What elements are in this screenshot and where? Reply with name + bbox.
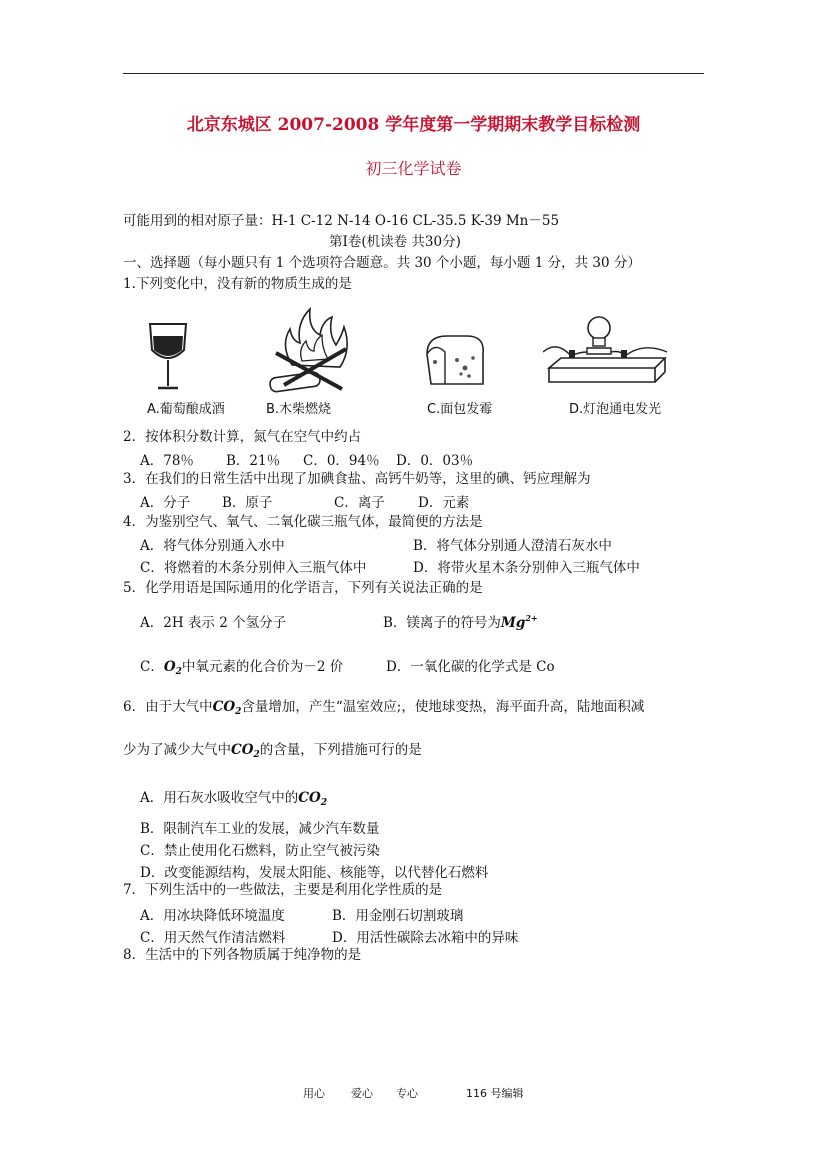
volume-title: 第Ⅰ卷(机读卷 共30分) — [329, 234, 461, 250]
q8-stem: 8．生活中的下列各物质属于纯净物的是 — [123, 947, 362, 963]
q6-stem-line2-part2: 的含量，下列措施可行的是 — [259, 742, 422, 758]
light-bulb-circuit-icon — [543, 312, 671, 392]
atomic-masses: 可能用到的相对原子量：H-1 C-12 N-14 O-16 CL-35.5 K-39 Mn－55 — [123, 213, 560, 229]
q2-option-d: D．0．03％ — [396, 453, 474, 469]
moldy-bread-icon — [421, 330, 487, 392]
q3-option-d: D．元素 — [418, 495, 470, 511]
q6-stem-part1: 6．由于大气中 — [123, 699, 213, 715]
q5-option-c — [140, 655, 343, 677]
q3-option-b: B．原子 — [222, 495, 273, 511]
co2-formula — [298, 790, 327, 806]
q5-option-b-text: B．镁离子的符号为 — [383, 615, 501, 631]
footer-item-4: 116 号编辑 — [466, 1087, 524, 1100]
o2-sub: 2 — [175, 667, 182, 677]
q6-option-a — [140, 786, 327, 808]
q3-option-a: A．分子 — [140, 495, 191, 511]
q5-option-a: A．2H 表示 2 个氢分子 — [140, 615, 287, 631]
q5-option-b — [383, 611, 538, 631]
q1-caption-d: D.灯泡通电发光 — [569, 402, 662, 417]
q5-stem: 5．化学用语是国际通用的化学语言，下列有关说法正确的是 — [123, 580, 483, 596]
q1-caption-a: A.葡萄酿成酒 — [147, 402, 225, 417]
q6-stem-line2 — [123, 741, 422, 764]
q5-option-c-text: 中氧元素的化合价为－2 价 — [181, 659, 344, 675]
q5-option-c-prefix: C． — [140, 659, 164, 675]
co2-formula — [231, 742, 260, 758]
q4-option-b: B．将气体分别通人澄清石灰水中 — [413, 538, 612, 554]
footer-item-3: 专心 — [396, 1087, 418, 1100]
q2-option-a: A．78％ — [140, 453, 194, 469]
q7-option-c: C．用天然气作清洁燃料 — [140, 930, 286, 946]
co2-sub: 2 — [235, 707, 242, 717]
q6-option-d: D．改变能源结构，发展太阳能、核能等，以代替化石燃料 — [140, 865, 489, 881]
q4-stem: 4．为鉴别空气、氧气、二氧化碳三瓶气体，最简便的方法是 — [123, 514, 483, 530]
o2-symbol: O — [163, 659, 176, 675]
q1-stem: 1.下列变化中，没有新的物质生成的是 — [123, 276, 352, 292]
co2-sub: 2 — [320, 798, 328, 808]
q7-stem: 7．下列生活中的一些做法，主要是利用化学性质的是 — [123, 882, 443, 898]
q4-option-d: D．将带火星木条分别伸入三瓶气体中 — [413, 560, 640, 576]
q6-stem-part2: 含量增加，产生“温室效应;，使地球变热，海平面升高，陆地面积减 — [241, 699, 645, 715]
section-title: 一、选择题（每小题只有 1 个选项符合题意。共 30 个小题，每小题 1 分，共 30 分） — [123, 255, 641, 271]
header-rule — [123, 73, 704, 74]
q2-option-c: C．0．94％ — [303, 453, 380, 469]
q4-option-c: C．将燃着的木条分别伸入三瓶气体中 — [140, 560, 367, 576]
q2-stem: 2．按体积分数计算，氮气在空气中约占 — [123, 429, 362, 445]
q1-caption-c: C.面包发霉 — [427, 402, 493, 417]
mg-symbol: Mg — [500, 615, 526, 631]
q5-option-d: D．一氧化碳的化学式是 Co — [386, 659, 555, 675]
burning-wood-icon — [262, 305, 357, 397]
q7-option-b: B．用金刚石切割玻璃 — [332, 908, 464, 924]
q4-option-a: A．将气体分别通入水中 — [140, 538, 285, 554]
page-title: 北京东城区 2007-2008 学年度第一学期期末教学目标检测 — [186, 115, 641, 135]
q6-option-a-text: A．用石灰水吸收空气中的 — [140, 790, 299, 806]
footer-item-1: 用心 — [303, 1087, 325, 1100]
q1-caption-b: B.木柴燃烧 — [266, 402, 332, 417]
q6-option-b: B．限制汽车工业的发展，减少汽车数量 — [140, 821, 380, 837]
o2-formula — [164, 659, 182, 675]
co2-sub: 2 — [253, 750, 260, 760]
q3-stem: 3．在我们的日常生活中出现了加碘食盐、高钙牛奶等，这里的碘、钙应理解为 — [123, 471, 591, 487]
mg-ion-symbol — [501, 615, 538, 631]
q6-stem-line2-part1: 少为了减少大气中 — [123, 742, 231, 758]
co2-symbol: CO — [231, 742, 254, 758]
q7-option-a: A．用冰块降低环境温度 — [140, 908, 285, 924]
co2-formula — [213, 699, 242, 715]
q3-option-c: C．离子 — [334, 495, 385, 511]
co2-symbol: CO — [212, 699, 236, 715]
wine-glass-icon — [146, 322, 190, 394]
q2-option-b: B．21％ — [226, 453, 281, 469]
mg-charge: 2+ — [525, 613, 538, 623]
page-subtitle: 初三化学试卷 — [365, 159, 462, 178]
co2-symbol: CO — [298, 790, 321, 806]
q6-stem-line1 — [123, 698, 644, 721]
q6-option-c: C．禁止使用化石燃料，防止空气被污染 — [140, 843, 380, 859]
footer-item-2: 爱心 — [351, 1087, 373, 1100]
q7-option-d: D．用活性碳除去冰箱中的异味 — [332, 930, 519, 946]
